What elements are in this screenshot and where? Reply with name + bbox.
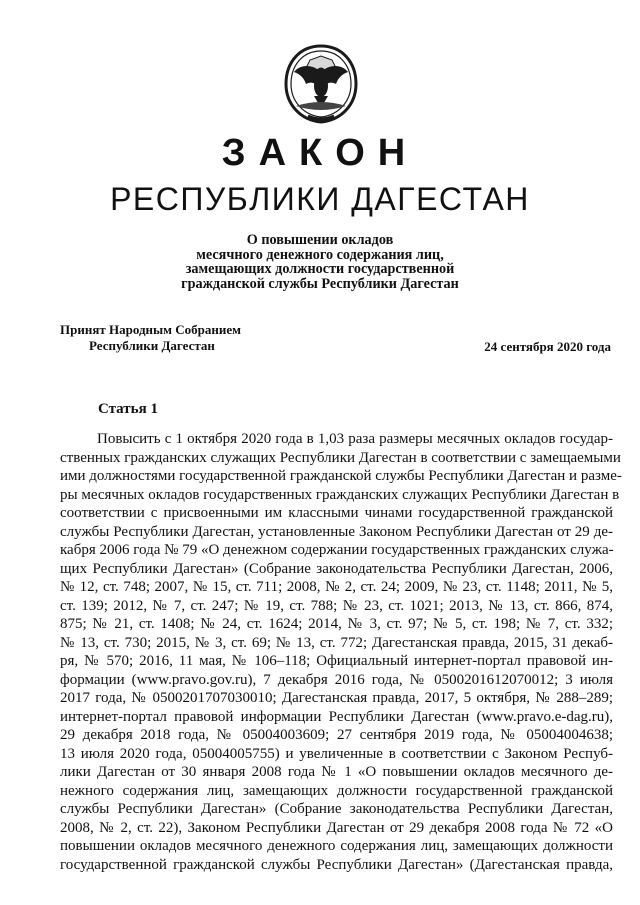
article-text-line: 2008, № 2, ст. 22), Законом Республики Дагестан от 29 декабря 2008 года № 72 «О <box>60 819 613 836</box>
article-body <box>60 430 622 874</box>
adoption-date: 24 сентября 2020 года <box>484 339 611 354</box>
coat-of-arms-icon <box>280 42 362 126</box>
article-text-line: нежного содержания лиц, замещающих должности государственной гражданской <box>60 782 613 799</box>
article-text-line: 29 декабря 2018 года, № 05004003609; 27 сентября 2019 года, № 05004004638; <box>60 727 613 743</box>
article-text-line: 875; № 21, ст. 1408; № 24, ст. 1624; 2014, № 3, ст. 97; № 5, ст. 198; № 7, ст. 332; <box>60 616 613 632</box>
law-title-line: О повышении окладов <box>246 232 394 248</box>
law-title <box>0 233 640 291</box>
adoption-authority <box>60 322 241 353</box>
article-text-line: соответствии с присвоенными им классными чинами государственной гражданской <box>60 505 613 521</box>
doc-type-heading: ЗАКОН <box>221 132 419 174</box>
article-text-line: 2017 года, № 0500201707030010; Дагестанская правда, 2017, 5 октября, № 288–289; <box>60 690 613 706</box>
article-text-line: ими должностями государственной гражданской службы Республики Дагестан и разме- <box>60 468 622 484</box>
article-text-line: формации (www.pravo.gov.ru), 7 декабря 2016 года, № 0500201612070012; 3 июля <box>60 671 613 688</box>
article-text-line: государственной гражданской службы Республики Дагестан» (Дагестанская правда, <box>60 856 613 873</box>
article-text-line: службы Республики Дагестан, установленные Законом Республики Дагестан от 29 де- <box>60 523 613 540</box>
article-text-line: щих Республики Дагестан» (Собрание законодательства Республики Дагестан, 2006, <box>60 560 613 577</box>
article-text-line: службы Республики Дагестан» (Собрание законодательства Республики Дагестан, <box>60 801 613 817</box>
article-text-line: ст. 139; 2012, № 7, ст. 247; № 19, ст. 788; № 23, ст. 1021; 2013, № 13, ст. 866, 874, <box>60 597 613 614</box>
article-text-line: интернет-портал правовой информации Республики Дагестан (www.pravo.e-dag.ru), <box>60 708 613 725</box>
article-heading: Статья 1 <box>98 401 158 417</box>
adoption-line: Принят Народным Собранием <box>60 322 242 337</box>
article-text-line: ры месячных окладов государственных гражданских служащих Республики Дагестан в <box>60 486 620 503</box>
article-text-line: лики Дагестан от 30 января 2008 года № 1 «О повышении окладов месячного де- <box>60 764 613 780</box>
article-text-line: 13 июля 2020 года, 05004005755) и увеличенные в соответствии с Законом Респуб- <box>60 745 613 762</box>
adoption-line: Республики Дагестан <box>89 337 215 353</box>
issuer-heading: РЕСПУБЛИКИ ДАГЕСТАН <box>110 181 530 217</box>
article-text-line: кабря 2006 года № 79 «О денежном содержании государственных гражданских служа- <box>60 542 614 558</box>
article-text-line: № 12, ст. 748; 2007, № 15, ст. 711; 2008, № 2, ст. 24; 2009, № 23, ст. 1148; 2011, № 5, <box>60 579 613 595</box>
law-title-line: гражданской службы Республики Дагестан <box>181 275 459 292</box>
article-text-line: № 13, ст. 730; 2015, № 3, ст. 69; № 13, ст. 772; Дагестанская правда, 2015, 31 декаб- <box>60 634 613 651</box>
law-title-line: замещающих должности государственной <box>185 261 455 277</box>
article-text-line: ственных гражданских служащих Республики Дагестан в соответствии с замещаемыми <box>60 449 621 466</box>
article-text-line: повышении окладов месячного денежного содержания лиц, замещающих должности <box>60 838 613 854</box>
article-text-line: ря, № 570; 2016, 11 мая, № 106–118; Официальный интернет-портал правовой ин- <box>60 653 613 669</box>
article-text-line: Повысить с 1 октября 2020 года в 1,03 раза размеры месячных окладов государ- <box>97 431 613 447</box>
law-title-line: месячного денежного содержания лиц, <box>196 246 444 263</box>
